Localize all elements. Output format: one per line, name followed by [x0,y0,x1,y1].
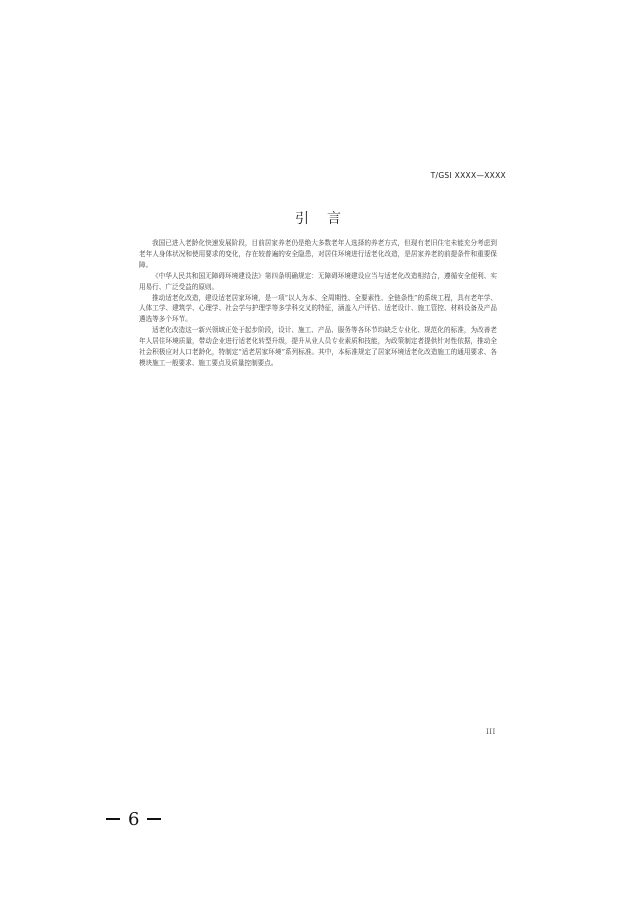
paragraph: 适老化改造这一新兴领域正处于起步阶段，设计、施工、产品、服务等各环节均缺乏专业化、规范化的标准，为改善老年人居住环境质量，带动企业进行适老化转型升级，提升从业人员专业素质和技能，为政策制定者提供针对性依据，推动全社会积极应对人口老龄化，特制定“适老居家环境”系列标准。其中，本标准规定了居家环境适老化改造施工的通用要求、各模块施工一般要求、施工要点及质量控制要点。 [139,326,497,367]
document-code: T/GSI XXXX—XXXX [430,171,506,180]
dash-right [147,818,161,820]
footer-page-number [98,809,169,830]
page-number: 6 [128,809,140,830]
body-text [139,238,497,369]
paragraph: 《中华人民共和国无障碍环境建设法》第四条明确规定：无障碍环境建设应当与适老化改造相结合，遵循安全便利、实用易行、广泛受益的原则。 [139,271,497,291]
roman-page-number: III [486,728,496,736]
paragraph: 我国已进入老龄化快速发展阶段，目前居家养老仍是绝大多数老年人选择的养老方式，但现有老旧住宅未能充分考虑到老年人身体状况和使用要求的变化，存在较普遍的安全隐患，对居住环境进行适老化改造，是居家养老的前提条件和重要保障。 [139,239,497,269]
dash-left [106,818,120,820]
paragraph: 推动适老化改造，建设适老居家环境，是一项“以人为本、全周期性、全要素性、全链条性”的系统工程，具有老年学、人体工学、建筑学、心理学、社会学与护理学等多学科交叉的特征，涵盖入户评估、适老设计、施工管控、材料设备及产品遴选等多个环节。 [139,293,497,324]
section-heading: 引言 [295,211,359,227]
